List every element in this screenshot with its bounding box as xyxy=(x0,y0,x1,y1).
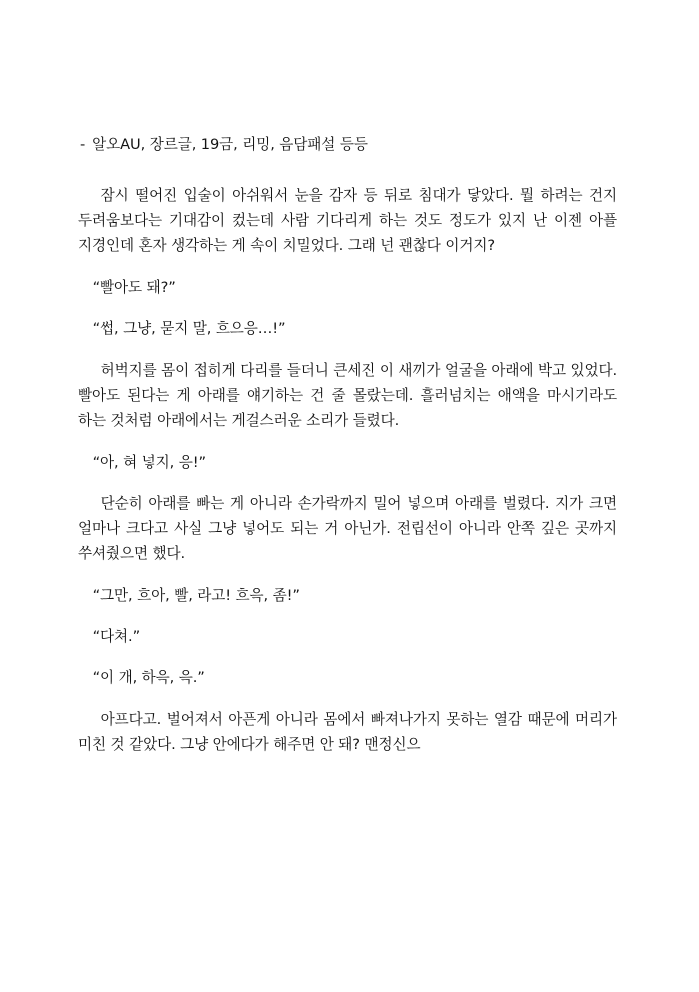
dialogue-6: “이 개, 하윽, 윽.” xyxy=(92,669,205,687)
document-body xyxy=(78,132,617,757)
bullet-dash: - xyxy=(80,136,86,153)
paragraph-3: 단순히 아래를 빠는 게 아니라 손가락까지 밀어 넣으며 아래를 벌렸다. 지가 크면 얼마나 크다고 사실 그냥 넣어도 되는 거 아닌가. 전립선이 아니라 안쪽 깊은 곳까지 쑤셔줬으면 했다. xyxy=(78,494,617,563)
paragraph-1: 잠시 떨어진 입술이 아쉬워서 눈을 감자 등 뒤로 침대가 닿았다. 뭘 하려는 건지 두려움보다는 기대감이 컸는데 사람 기다리게 하는 것도 정도가 있지 난 이젠 아플 지경인데 혼자 생각하는 게 속이 치밀었다. 그래 넌 괜찮다 이거지? xyxy=(78,187,617,255)
dialogue-5: “다쳐.” xyxy=(92,628,141,646)
paragraph-4: 아프다고. 벌어져서 아픈게 아니라 몸에서 빠져나가지 못하는 열감 때문에 머리가 미친 것 같았다. 그냥 안에다가 해주면 안 돼? 맨정신으 xyxy=(78,710,617,753)
dialogue-3: “아, 혀 넣지, 응!” xyxy=(92,453,206,471)
dialogue-4: “그만, 흐아, 빨, 라고! 흐윽, 좀!” xyxy=(92,587,300,605)
dialogue-2: “썹, 그냥, 묻지 말, 흐으응…!” xyxy=(92,320,286,338)
tag-line xyxy=(78,132,617,157)
dialogue-1: “빨아도 돼?” xyxy=(92,279,176,297)
tag-line-text: 알오AU, 장르글, 19금, 리밍, 음담패설 등등 xyxy=(92,136,368,153)
paragraph-2: 허벅지를 몸이 접히게 다리를 들더니 큰세진 이 새끼가 얼굴을 아래에 박고 있었다. 빨아도 된다는 게 아래를 얘기하는 건 줄 몰랐는데. 흘러넘치는 애액을 마시기라도 하는 것처럼 아래에서는 게걸스러운 소리가 들렸다. xyxy=(78,361,618,429)
